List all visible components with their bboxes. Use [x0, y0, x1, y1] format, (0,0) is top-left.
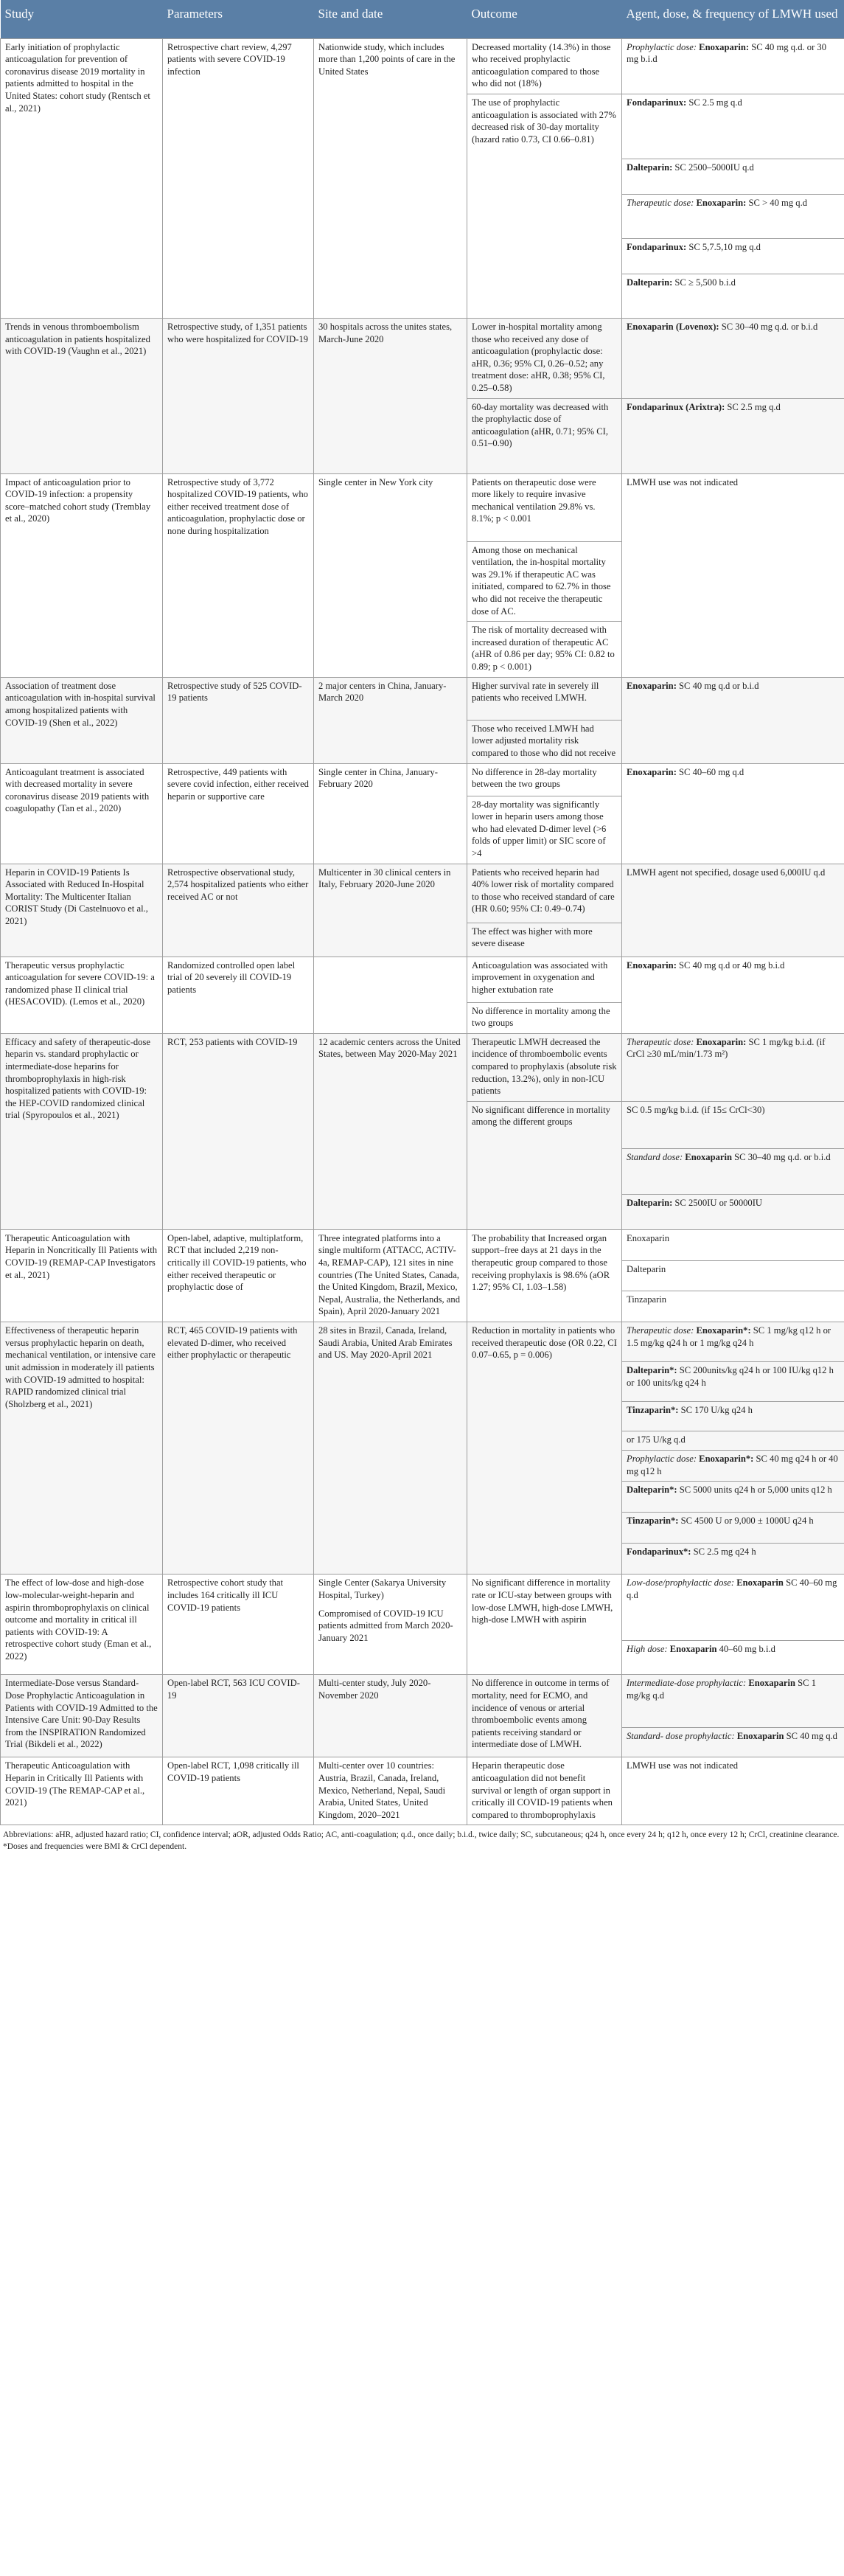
agent-dose-cell [622, 194, 844, 238]
study-cell: Therapeutic Anticoagulation with Heparin in Noncritically Ill Patients with COVID-19 (REMAP-CAP Investigators et al., 2021) [1, 1229, 163, 1322]
dose-text: SC 40–60 mg q.d [676, 766, 744, 777]
parameters-cell: RCT, 465 COVID-19 patients with elevated D-dimer, who received either prophylactic or therapeutic [163, 1322, 314, 1575]
outcome-cell: Decreased mortality (14.3%) in those who received prophylactic anticoagulation compared to those who did not (18%) [467, 38, 622, 94]
dose-text: SC ≥ 5,500 b.i.d [672, 277, 736, 288]
agent-dose-cell [622, 1544, 844, 1575]
site-date-text: 12 academic centers across the United States, between May 2020-May 2021 [318, 1036, 461, 1060]
outcome-cell: Heparin therapeutic dose anticoagulation did not benefit survival or length of organ support in critically ill COVID-19 patients when compared to thromboprophylaxis [467, 1757, 622, 1825]
header-site-date: Site and date [314, 0, 467, 38]
dose-text: SC 4500 U or 9,000 ± 1000U q24 h [678, 1516, 814, 1527]
agent-dose-cell [622, 1675, 844, 1728]
dose-text: Dalteparin [627, 1263, 666, 1274]
outcome-cell: Reduction in mortality in patients who received therapeutic dose (OR 0.22, CI 0.07–0.65, p = 0.006) [467, 1322, 622, 1575]
drug-name: Enoxaparin*: [696, 1325, 751, 1336]
study-cell: Association of treatment dose anticoagulation with in-hospital survival among hospitalized patients with COVID-19 (Shen et al., 2022) [1, 677, 163, 763]
outcome-cell: No significant difference in mortality among the different groups [467, 1101, 622, 1229]
table-row [1, 318, 844, 398]
dose-text: SC 30–40 mg q.d. or b.i.d [719, 321, 818, 332]
outcome-cell: No difference in mortality among the two groups [467, 1002, 622, 1033]
drug-name: Dalteparin: [627, 1197, 673, 1208]
study-cell: Efficacy and safety of therapeutic-dose heparin vs. standard prophylactic or intermediate-dose heparins for thromboprophylaxis in high-risk hospitalized patients with COVID-19: the HEP-COVID randomized clinical trial (Spyropoulos et al., 2021) [1, 1033, 163, 1229]
site-date-text: 30 hospitals across the unites states, March-June 2020 [318, 321, 453, 344]
agent-dose-cell [622, 318, 844, 398]
agent-dose-cell [622, 94, 844, 159]
dose-text: SC 170 U/kg q24 h [678, 1405, 753, 1416]
site-date-cell [314, 1575, 467, 1675]
dose-text: 40–60 mg b.i.d [716, 1644, 775, 1655]
drug-name: Fondaparinux (Arixtra): [627, 401, 725, 412]
agent-dose-cell [622, 159, 844, 194]
dose-text: SC 40 mg q.d or 40 mg b.i.d [676, 959, 785, 971]
agent-dose-cell [622, 677, 844, 763]
outcome-cell: No difference in outcome in terms of mortality, need for ECMO, and incidence of venous or arterial thromboembolic events among patients receiving standard or intermediate dose of LMWH. [467, 1675, 622, 1757]
dose-text: SC 2.5 mg q24 h [691, 1546, 756, 1558]
drug-name: Enoxaparin: [696, 1036, 747, 1047]
dose-text: SC 30–40 mg q.d. or b.i.d [732, 1151, 831, 1162]
dose-text: LMWH agent not specified, dosage used 6,000IU q.d [627, 867, 826, 878]
study-cell: Early initiation of prophylactic anticoagulation for prevention of coronavirus disease 2019 mortality in patients admitted to hospital in the United States: cohort study (Rentsch et al., 2021) [1, 38, 163, 318]
table-row [1, 1675, 844, 1728]
drug-name: Enoxaparin: [627, 680, 677, 691]
outcome-cell: Patients who received heparin had 40% lower risk of mortality compared to those who received standard of care (HR 0.60; 95% CI: 0.49–0.74) [467, 864, 622, 923]
header-study: Study [1, 0, 163, 38]
site-date-cell [314, 677, 467, 763]
dose-text: SC 40 mg q.d. or 30 mg b.i.d [627, 41, 827, 65]
agent-dose-cell [622, 1229, 844, 1260]
parameters-cell: Retrospective cohort study that includes 164 critically ill ICU COVID-19 patients [163, 1575, 314, 1675]
dose-text: Tinzaparin [627, 1294, 667, 1305]
dose-text: Enoxaparin [627, 1232, 670, 1243]
table-row [1, 763, 844, 796]
dose-text: SC 40 mg q.d [784, 1731, 837, 1742]
site-date-text: Nationwide study, which includes more than 1,200 points of care in the United States [318, 41, 456, 77]
outcome-cell: The probability that Increased organ support–free days at 21 days in the therapeutic group compared to those receiving prophylaxis is 98.6% (aOR 1.27; 95% CI, 1.03–1.58) [467, 1229, 622, 1322]
table-row [1, 1229, 844, 1260]
drug-name: Fondaparinux: [627, 97, 687, 108]
dose-category-label: Standard dose: [627, 1151, 683, 1162]
drug-name: Enoxaparin [685, 1151, 732, 1162]
agent-dose-cell [622, 1482, 844, 1513]
drug-name: Enoxaparin: [696, 197, 747, 208]
parameters-cell: Retrospective chart review, 4,297 patients with severe COVID-19 infection [163, 38, 314, 318]
site-date-cell [314, 473, 467, 677]
drug-name: Dalteparin: [627, 277, 673, 288]
parameters-cell: Open-label, adaptive, multiplatform, RCT that included 2,219 non-critically ill COVID-19 patients, who either received therapeutic or prophylactic dose of [163, 1229, 314, 1322]
site-date-text: Three integrated platforms into a single multiform (ATTACC, ACTIV-4a, REMAP-CAP), 121 sites in nine countries (The United States, Canada, the United Kingdom, Brazil, Mexico, Nepal, Australia, the Netherlands, and Spain), April 2020-January 2021 [318, 1232, 460, 1317]
drug-name: Enoxaparin [736, 1577, 784, 1589]
drug-name: Enoxaparin: [627, 766, 677, 777]
study-cell: Heparin in COVID-19 Patients Is Associated with Reduced In-Hospital Mortality: The Multicenter Italian CORIST Study (Di Castelnuovo et al., 2021) [1, 864, 163, 957]
outcome-cell: Therapeutic LMWH decreased the incidence of thromboembolic events compared to prophylaxis (absolute risk reduction, 13.2%), only in non-ICU patients [467, 1033, 622, 1101]
dose-text: SC 1 mg/kg q12 h or 1.5 mg/kg q24 h or 1 mg/kg q24 h [627, 1325, 831, 1348]
agent-dose-cell [622, 864, 844, 957]
dose-text: SC 0.5 mg/kg b.i.d. (if 15≤ CrCl<30) [627, 1104, 765, 1115]
study-cell: The effect of low-dose and high-dose low-molecular-weight-heparin and aspirin thromboprophylaxis on clinical outcome and mortality in critical ill patients with COVID-19: A retrospective cohort study (Eman et al., 2022) [1, 1575, 163, 1675]
dose-text: SC 1 mg/kg q.d [627, 1678, 817, 1701]
site-date-text: Multi-center study, July 2020-November 2020 [318, 1678, 431, 1701]
outcome-cell: The use of prophylactic anticoagulation is associated with 27% decreased risk of 30-day mortality (hazard ratio 0.73, CI 0.66–0.81) [467, 94, 622, 318]
study-cell: Effectiveness of therapeutic heparin versus prophylactic heparin on death, mechanical ventilation, or intensive care unit admission in moderately ill patients with COVID-19 admitted to hospital: RAPID randomized clinical trial (Sholzberg et al., 2021) [1, 1322, 163, 1575]
header-outcome: Outcome [467, 0, 622, 38]
study-cell: Therapeutic versus prophylactic anticoagulation for severe COVID-19: a randomized phase II clinical trial (HESACOVID). (Lemos et al., 2020) [1, 957, 163, 1033]
study-cell: Intermediate-Dose versus Standard-Dose Prophylactic Anticoagulation in Patients with COVID-19 Admitted to the Intensive Care Unit: 90-Day Results from the INSPIRATION Randomized Trial (Bikdeli et al., 2022) [1, 1675, 163, 1757]
site-date-text: 28 sites in Brazil, Canada, Ireland, Saudi Arabia, United Arab Emirates and US. May 2020-April 2021 [318, 1325, 453, 1361]
study-cell: Therapeutic Anticoagulation with Heparin in Critically Ill Patients with COVID-19 (The REMAP-CAP et al., 2021) [1, 1757, 163, 1825]
parameters-cell: Retrospective observational study, 2,574 hospitalized patients who either received AC or not [163, 864, 314, 957]
agent-dose-cell [622, 1451, 844, 1482]
site-date-cell [314, 864, 467, 957]
dose-text: SC 2.5 mg q.d [725, 401, 781, 412]
drug-name: Tinzaparin*: [627, 1516, 679, 1527]
drug-name: Enoxaparin (Lovenox): [627, 321, 719, 332]
agent-dose-cell [622, 398, 844, 473]
drug-name: Dalteparin*: [627, 1365, 677, 1376]
drug-name: Enoxaparin [736, 1731, 784, 1742]
site-date-cell [314, 38, 467, 318]
dose-category-label: Intermediate-dose prophylactic: [627, 1678, 747, 1689]
table-row [1, 473, 844, 541]
parameters-cell: Retrospective study of 525 COVID-19 patients [163, 677, 314, 763]
drug-name: Fondaparinux: [627, 241, 687, 252]
dose-category-label: Therapeutic dose: [627, 1036, 694, 1047]
agent-dose-cell [622, 763, 844, 864]
agent-dose-cell [622, 957, 844, 1033]
table-row [1, 1033, 844, 1101]
table-row [1, 1575, 844, 1641]
drug-name: Enoxaparin: [627, 959, 677, 971]
drug-name: Enoxaparin*: [699, 1454, 754, 1465]
table-row [1, 957, 844, 1002]
dose-text: SC 2500–5000IU q.d [672, 162, 754, 173]
dose-text: SC 40 mg q.d or b.i.d [676, 680, 759, 691]
dose-text: SC 40–60 mg q.d [627, 1577, 837, 1600]
site-date-text: 2 major centers in China, January-March 2020 [318, 680, 447, 704]
study-cell: Trends in venous thromboembolism anticoagulation in patients hospitalized with COVID-19 (Vaughn et al., 2021) [1, 318, 163, 473]
dose-category-label: Prophylactic dose: [627, 1454, 697, 1465]
study-cell: Impact of anticoagulation prior to COVID-19 infection: a propensity score–matched cohort study (Tremblay et al., 2020) [1, 473, 163, 677]
outcome-cell: Lower in-hospital mortality among those who received any dose of anticoagulation (prophylactic dose: aHR, 0.36; 95% CI, 0.26–0.52; any treatment dose: aHR, 0.38; 95% CI, 0.25–0.58) [467, 318, 622, 398]
dose-text: or 175 U/kg q.d [627, 1434, 686, 1445]
outcome-cell: Anticoagulation was associated with improvement in oxygenation and higher extubation rate [467, 957, 622, 1002]
parameters-cell: RCT, 253 patients with COVID-19 [163, 1033, 314, 1229]
parameters-cell: Retrospective study of 3,772 hospitalized COVID-19 patients, who either received treatment dose of anticoagulation, prophylactic dose or none during hospitalization [163, 473, 314, 677]
dose-category-label: Standard- dose prophylactic: [627, 1731, 735, 1742]
agent-dose-cell [622, 1033, 844, 1101]
dose-text: LMWH use was not indicated [627, 1760, 739, 1771]
agent-dose-cell [622, 1322, 844, 1362]
drug-name: Dalteparin*: [627, 1485, 677, 1496]
site-date-cell [314, 763, 467, 864]
site-date-cell [314, 1229, 467, 1322]
table-row [1, 864, 844, 923]
study-cell: Anticoagulant treatment is associated with decreased mortality in severe coronavirus disease 2019 patients with coagulopathy (Tan et al., 2020) [1, 763, 163, 864]
table-footnotes [0, 1825, 844, 1853]
outcome-cell: No difference in 28-day mortality between the two groups [467, 763, 622, 796]
drug-name: Enoxaparin [748, 1678, 796, 1689]
agent-dose-cell [622, 1194, 844, 1229]
outcome-cell: Among those on mechanical ventilation, the in-hospital mortality was 29.1% if therapeutic AC was initiated, compared to 62.7% in those who did not receive the therapeutic dose of AC. [467, 541, 622, 622]
agent-dose-cell [622, 1291, 844, 1322]
agent-dose-cell [622, 1757, 844, 1825]
outcome-cell: Those who received LMWH had lower adjusted mortality risk compared to those who did not receive [467, 720, 622, 763]
table-row [1, 677, 844, 720]
footnote-dose-note: *Doses and frequencies were BMI & CrCl dependent. [3, 1841, 187, 1851]
site-date-text: Multicenter in 30 clinical centers in Italy, February 2020-June 2020 [318, 867, 451, 890]
outcome-cell: Patients on therapeutic dose were more likely to require invasive mechanical ventilation 29.8% vs. 8.1%; p < 0.001 [467, 473, 622, 541]
header-agent-dose: Agent, dose, & frequency of LMWH used [622, 0, 844, 38]
dose-category-label: Prophylactic dose: [627, 41, 697, 52]
dose-text: SC 5000 units q24 h or 5,000 units q12 h [677, 1485, 832, 1496]
agent-dose-cell [622, 473, 844, 677]
agent-dose-cell [622, 1260, 844, 1291]
agent-dose-cell [622, 1728, 844, 1757]
dose-text: SC 1 mg/kg b.i.d. (if CrCl ≥30 mL/min/1.73 m²) [627, 1036, 826, 1060]
outcome-cell: The risk of mortality decreased with increased duration of therapeutic AC (aHR of 0.86 per day; 95% CI: 0.82 to 0.89; p < 0.001) [467, 622, 622, 677]
site-date-cell [314, 1033, 467, 1229]
site-date-text-secondary: Compromised of COVID-19 ICU patients admitted from March 2020-January 2021 [318, 1608, 453, 1643]
header-parameters: Parameters [163, 0, 314, 38]
drug-name: Tinzaparin*: [627, 1405, 679, 1416]
parameters-cell: Open-label RCT, 563 ICU COVID-19 [163, 1675, 314, 1757]
agent-dose-cell [622, 1431, 844, 1451]
drug-name: Enoxaparin: [699, 41, 750, 52]
footnote-abbreviations: Abbreviations: aHR, adjusted hazard ratio; CI, confidence interval; aOR, adjusted Odds Ratio; AC, anti-coagulation; q.d., once daily; b.i.d., twice daily; SC, subcutaneous; q24 h, once every 24 h; q12 h, once every 12 h; CrCl, creatinine clearance. [3, 1830, 840, 1840]
drug-name: Fondaparinux*: [627, 1546, 691, 1558]
parameters-cell: Open-label RCT, 1,098 critically ill COVID-19 patients [163, 1757, 314, 1825]
agent-dose-cell [622, 238, 844, 274]
outcome-cell: 60-day mortality was decreased with the prophylactic dose of anticoagulation (aHR, 0.71; 95% CI, 0.51–0.90) [467, 398, 622, 473]
outcome-cell: 28-day mortality was significantly lower in heparin users among those who had elevated D-dimer level (>6 folds of upper limit) or SIC score of >4 [467, 796, 622, 864]
dose-text: SC 200units/kg q24 h or 100 IU/kg q12 h or 100 units/kg q24 h [627, 1365, 834, 1388]
parameters-cell: Randomized controlled open label trial of 20 severely ill COVID-19 patients [163, 957, 314, 1033]
site-date-cell [314, 1757, 467, 1825]
dose-text: LMWH use was not indicated [627, 476, 739, 487]
parameters-cell: Retrospective, 449 patients with severe covid infection, either received heparin or supportive care [163, 763, 314, 864]
dose-text: SC 2.5 mg q.d [686, 97, 742, 108]
table-body [1, 38, 844, 1825]
agent-dose-cell [622, 1402, 844, 1431]
site-date-cell [314, 1675, 467, 1757]
dose-text: SC 40 mg q24 h or 40 mg q12 h [627, 1454, 838, 1476]
dose-text: SC 2500IU or 50000IU [672, 1197, 763, 1208]
outcome-cell: The effect was higher with more severe disease [467, 923, 622, 957]
agent-dose-cell [622, 1101, 844, 1148]
agent-dose-cell [622, 1148, 844, 1194]
agent-dose-cell [622, 1575, 844, 1641]
table-row [1, 38, 844, 94]
outcome-cell: Higher survival rate in severely ill patients who received LMWH. [467, 677, 622, 720]
dose-category-label: Therapeutic dose: [627, 197, 694, 208]
dose-category-label: Low-dose/prophylactic dose: [627, 1577, 735, 1589]
site-date-text: Single center in China, January-February 2020 [318, 766, 438, 790]
agent-dose-cell [622, 274, 844, 318]
site-date-cell [314, 1322, 467, 1575]
agent-dose-cell [622, 1362, 844, 1402]
agent-dose-cell [622, 1641, 844, 1675]
table-row [1, 1757, 844, 1825]
site-date-cell [314, 957, 467, 1033]
table-header-row [1, 0, 844, 38]
drug-name: Dalteparin: [627, 162, 673, 173]
site-date-text: Multi-center over 10 countries: Austria, Brazil, Canada, Ireland, Mexico, Netherland, Nepal, Saudi Arabia, United States, United Kingdom, 2020–2021 [318, 1760, 446, 1820]
dose-text: SC 5,7.5,10 mg q.d [686, 241, 761, 252]
agent-dose-cell [622, 1513, 844, 1544]
site-date-text: Single center in New York city [318, 476, 433, 487]
site-date-cell [314, 318, 467, 473]
table-row [1, 1322, 844, 1362]
agent-dose-cell [622, 38, 844, 94]
dose-text: SC > 40 mg q.d [746, 197, 808, 208]
site-date-text: Single Center (Sakarya University Hospital, Turkey) [318, 1577, 447, 1600]
dose-category-label: High dose: [627, 1644, 668, 1655]
drug-name: Enoxaparin [669, 1644, 717, 1655]
parameters-cell: Retrospective study, of 1,351 patients who were hospitalized for COVID-19 [163, 318, 314, 473]
outcome-cell: No significant difference in mortality rate or ICU-stay between groups with low-dose LMWH, high-dose LMWH, high-dose LMWH with aspirin [467, 1575, 622, 1675]
dose-category-label: Therapeutic dose: [627, 1325, 694, 1336]
